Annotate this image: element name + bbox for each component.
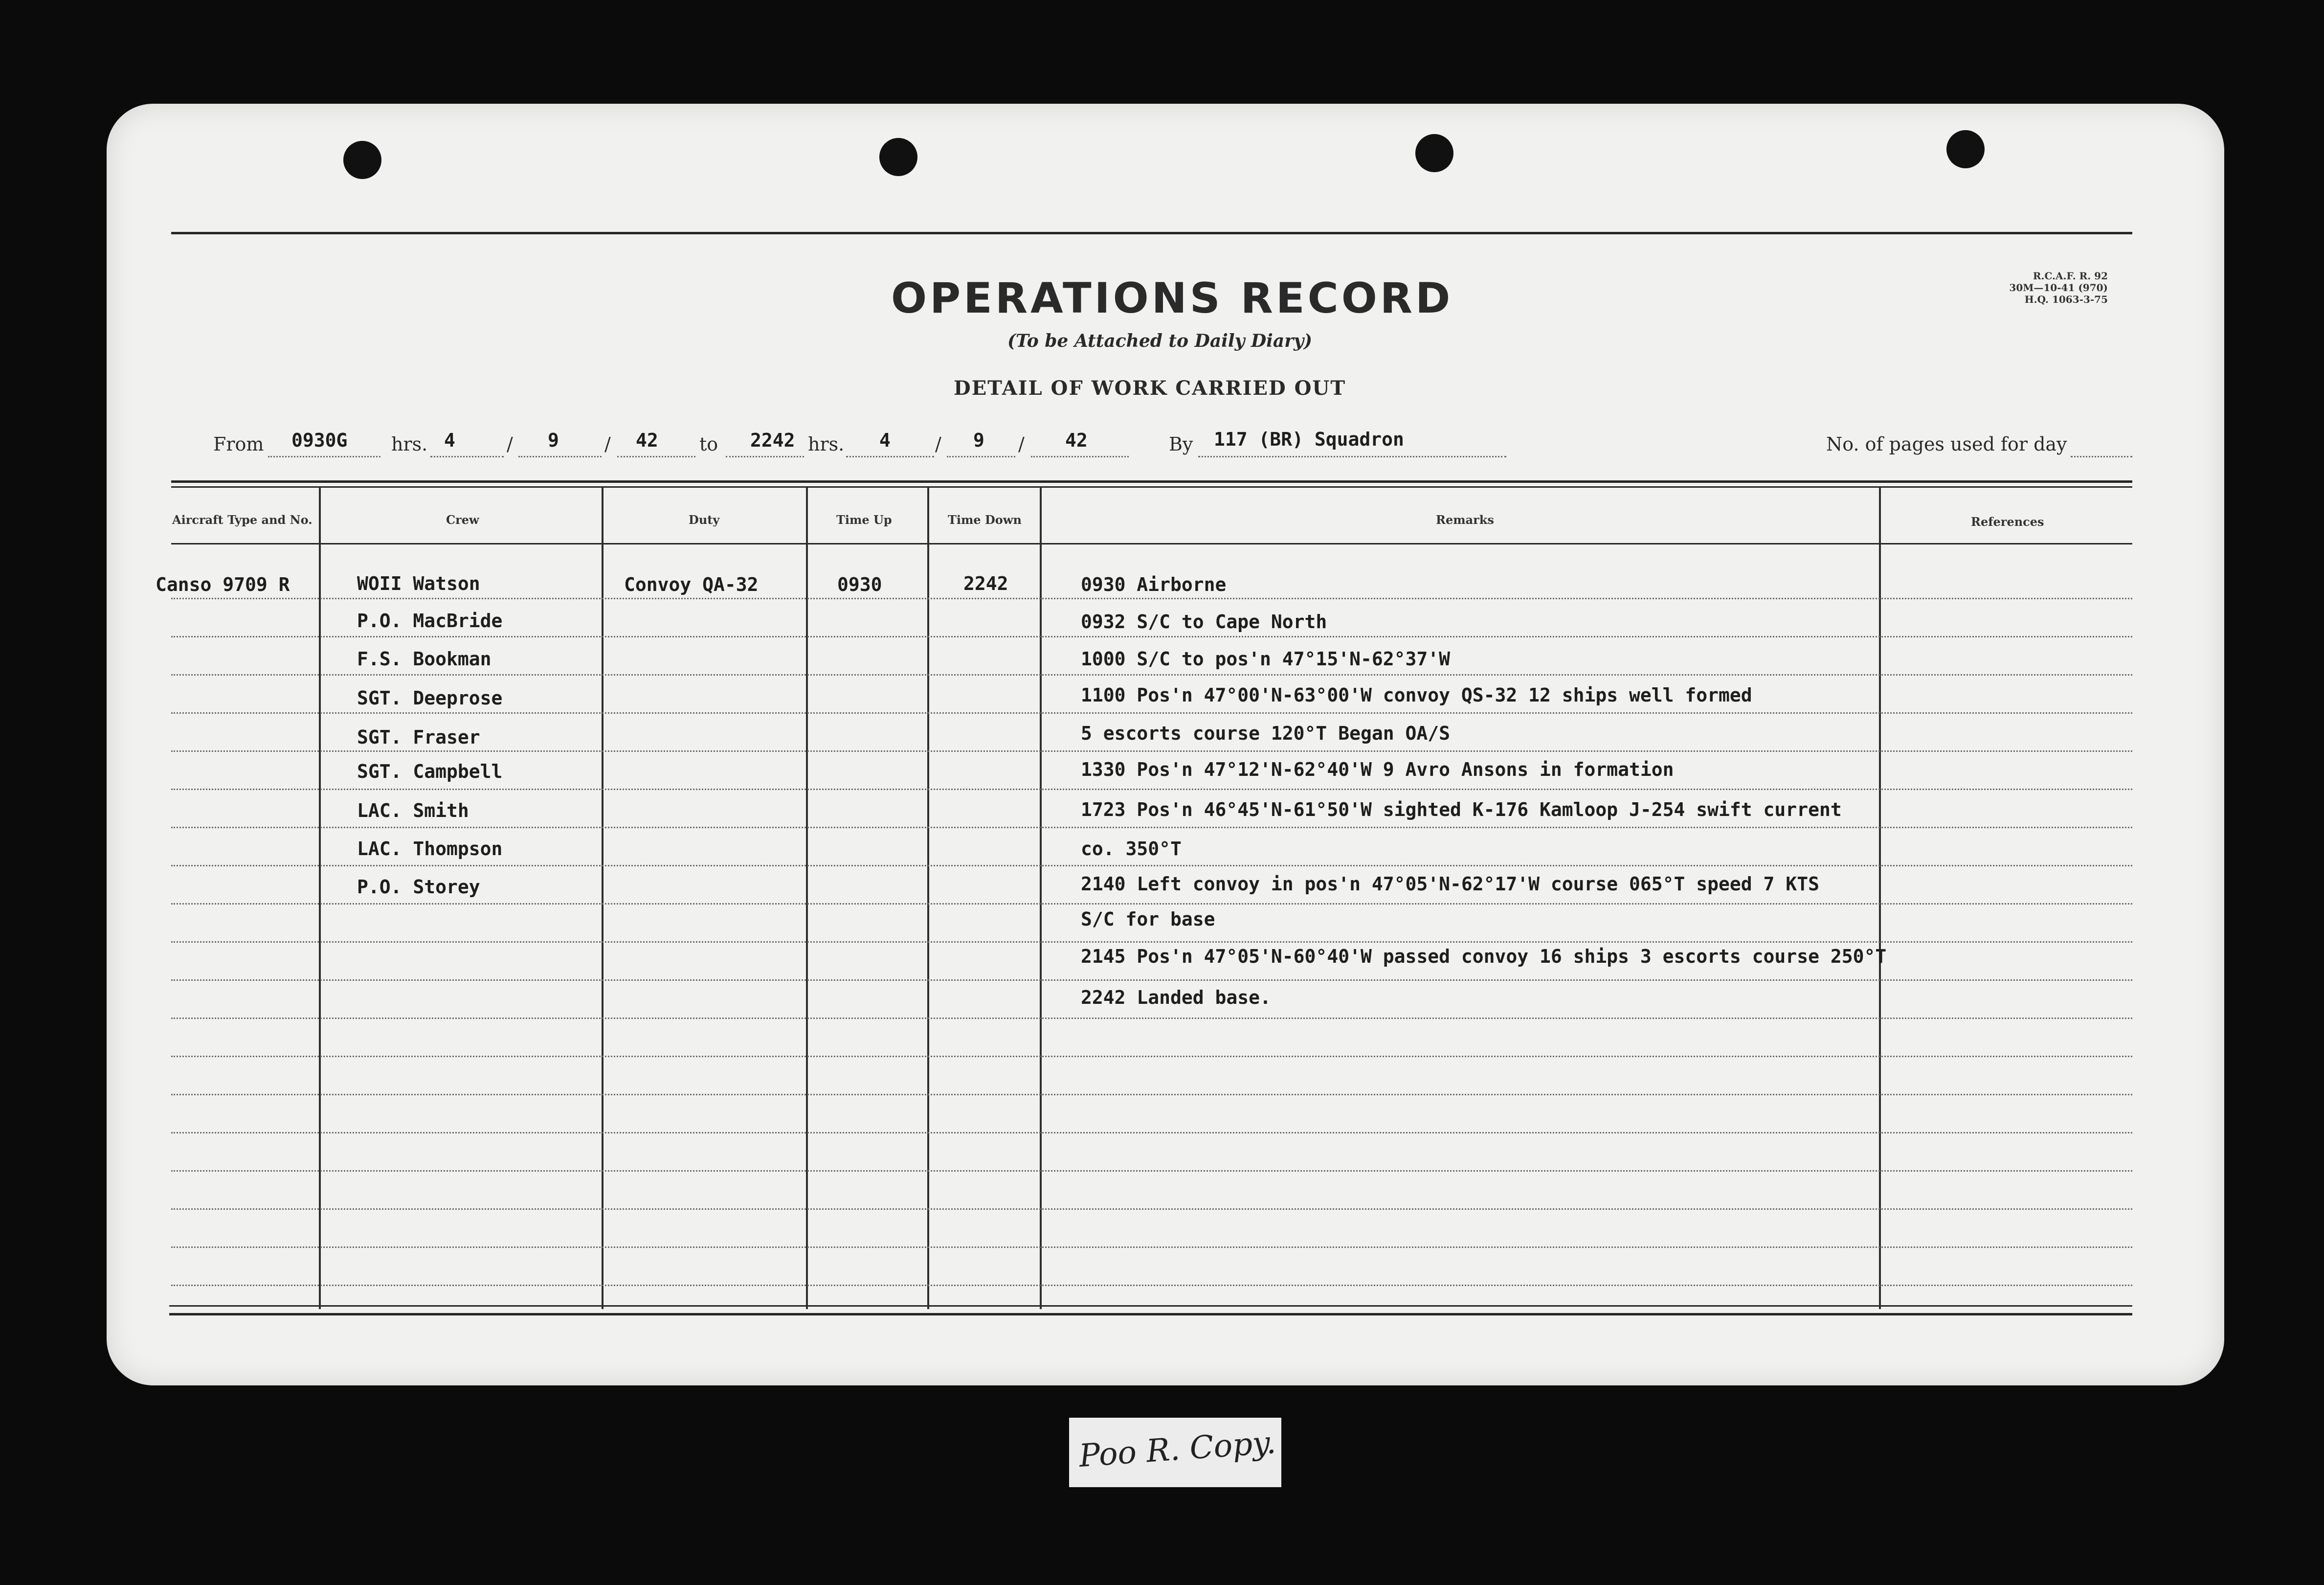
ruled-line [171,1170,2132,1172]
crew-member: P.O. Storey [357,876,480,898]
remark-line: 0930 Airborne [1081,574,1227,595]
remark-line: 1723 Pos'n 46°45'N-61°50'W sighted K-176 Kamloop J-254 swift current [1081,799,1842,820]
from-month-dots [518,456,602,457]
ruled-line [171,1285,2132,1286]
from-label: From [213,433,264,455]
form-number-line-2: 30M—10-41 (970) [2009,282,2108,294]
slash-1: / [507,433,513,455]
to-time-dots [726,456,804,457]
remark-line: 2242 Landed base. [1081,987,1271,1008]
ruled-line [171,1018,2132,1019]
crew-member: LAC. Smith [357,800,469,821]
ruled-line [171,903,2132,905]
form-number-line-1: R.C.A.F. R. 92 [2033,270,2108,282]
hrs-label-1: hrs. [391,433,428,455]
ruled-line [171,598,2132,599]
to-label: to [699,433,718,455]
detail-heading: DETAIL OF WORK CARRIED OUT [954,377,1346,400]
from-day: 4 [444,430,455,451]
hrs-label-2: hrs. [808,433,845,455]
remark-line: 5 escorts course 120°T Began OA/S [1081,723,1450,744]
ruled-line [171,1208,2132,1210]
ruled-line [171,865,2132,866]
remark-line: 2140 Left convoy in pos'n 47°05'N-62°17'W course 065°T speed 7 KTS [1081,873,1819,895]
to-day-dots [846,456,934,457]
crew-member: SGT. Campbell [357,761,503,782]
table-top-rule-1 [171,480,2132,483]
ruled-line [171,827,2132,828]
col-header-references: References [1971,515,2044,529]
from-year-dots [617,456,695,457]
pages-label: No. of pages used for day [1826,433,2067,455]
form-number-line-3: H.Q. 1063-3-75 [2024,294,2108,305]
duty: Convoy QA-32 [624,574,759,595]
to-time: 2242 [750,430,795,451]
slash-3: / [935,433,941,455]
ruled-line [171,750,2132,752]
ruled-line [171,1056,2132,1057]
col-header-time-up: Time Up [836,513,892,527]
col-divider-3 [806,487,808,1309]
col-divider-4 [927,487,929,1309]
remark-line: S/C for base [1081,908,1215,930]
to-month: 9 [973,430,984,451]
punch-hole-1 [343,141,381,179]
crew-member: LAC. Thompson [357,838,503,860]
remark-line: 1000 S/C to pos'n 47°15'N-62°37'W [1081,648,1450,670]
crew-member: WOII Watson [357,573,480,594]
from-month: 9 [548,430,559,451]
by-label: By [1169,433,1193,455]
col-header-crew: Crew [446,513,479,527]
time-down: 2242 [963,573,1008,594]
from-time: 0930G [291,430,348,451]
col-header-time-down: Time Down [948,513,1022,527]
crew-member: SGT. Fraser [357,726,480,748]
punch-hole-4 [1946,130,1985,168]
poor-copy-label [1069,1418,1281,1487]
col-header-aircraft: Aircraft Type and No. [172,513,313,527]
ruled-line [171,941,2132,943]
page-title: OPERATIONS RECORD [891,274,1453,323]
remark-line: 2145 Pos'n 47°05'N-60°40'W passed convoy 16 ships 3 escorts course 250°T [1081,946,1887,967]
form-number [1961,270,2108,305]
col-divider-1 [319,487,321,1309]
time-up: 0930 [837,574,882,595]
remark-line: 1100 Pos'n 47°00'N-63°00'W convoy QS-32 12 ships well formed [1081,684,1752,706]
table-bottom-rule-1 [169,1305,2132,1307]
pages-dots [2071,456,2132,457]
header-bottom-rule [171,543,2132,544]
page-subtitle: (To be Attached to Daily Diary) [1007,331,1313,351]
ruled-line [171,1132,2132,1133]
crew-member: SGT. Deeprose [357,687,503,709]
ruled-line [171,979,2132,981]
col-header-duty: Duty [689,513,720,527]
ruled-line [171,712,2132,714]
table-top-rule-2 [171,486,2132,488]
from-year: 42 [636,430,658,451]
slash-4: / [1018,433,1025,455]
to-year-dots [1031,456,1129,457]
col-divider-5 [1040,487,1042,1309]
squadron-name: 117 (BR) Squadron [1214,429,1404,450]
punch-hole-3 [1415,134,1453,172]
top-rule [171,232,2132,234]
unit-dots [1198,456,1506,457]
aircraft-type: Canso 9709 R [156,574,290,595]
from-day-dots [430,456,504,457]
ruled-line [171,1246,2132,1248]
crew-member: F.S. Bookman [357,648,492,670]
slash-2: / [604,433,611,455]
to-day: 4 [879,430,891,451]
from-time-dots [268,456,380,457]
punch-hole-2 [879,138,917,176]
remark-line: co. 350°T [1081,838,1182,860]
to-month-dots [947,456,1015,457]
ruled-line [171,636,2132,637]
crew-member: P.O. MacBride [357,610,503,632]
ruled-line [171,789,2132,790]
col-header-remarks: Remarks [1436,513,1494,527]
poor-copy-text: Poo R. Copy. [1077,1425,1277,1474]
table-bottom-rule-2 [169,1313,2132,1315]
col-divider-6 [1879,487,1881,1309]
ruled-line [171,674,2132,676]
to-year: 42 [1065,430,1088,451]
remark-line: 1330 Pos'n 47°12'N-62°40'W 9 Avro Ansons in formation [1081,759,1674,780]
remark-line: 0932 S/C to Cape North [1081,611,1327,633]
ruled-line [171,1094,2132,1095]
col-divider-2 [602,487,603,1309]
